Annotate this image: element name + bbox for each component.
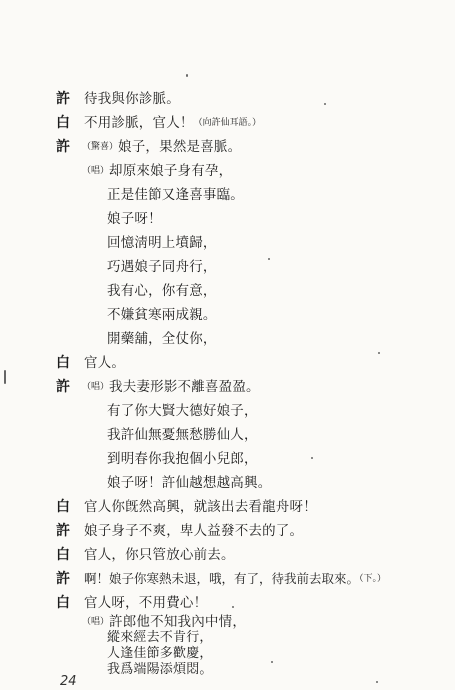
speaker-label: 許 [56,571,70,587]
scan-speck [4,370,6,384]
dialogue-line: 官人呀，不用費心！ [84,595,208,611]
speaker-label: 白 [56,115,70,131]
dialogue-row [84,571,386,587]
scan-speck [376,681,378,683]
speaker-label: 白 [56,547,70,563]
verse-line: 我爲端陽添煩悶。 [107,662,213,677]
verse-line: 有了你大賢大德好娘子， [107,403,258,419]
verse-line: 巧遇娘子同舟行， [107,259,217,275]
dialogue-row [82,614,246,630]
dialogue-line: 官人。 [84,355,126,371]
speaker-label: 許 [56,139,70,155]
dialogue-line: 官人，你只管放心前去。 [84,547,235,563]
stage-direction: （唱） [82,617,110,627]
stage-direction: （下。） [359,574,387,584]
page-number: 24 [60,674,77,689]
stage-direction: （唱） [82,382,110,392]
speaker-label: 許 [56,91,70,107]
dialogue-row [82,379,260,395]
scan-speck [232,606,234,608]
dialogue-line: 娘子身子不爽，卑人益發不去的了。 [84,523,304,539]
dialogue-line: 待我與你診脈。 [84,91,180,107]
dialogue-line: 却原來娘子身有孕， [109,163,233,179]
speaker-label: 許 [56,523,70,539]
dialogue-line: 娘子，果然是喜脈。 [118,139,242,155]
scan-speck [311,457,313,459]
verse-line: 娘子呀！ [107,211,162,227]
verse-line: 正是佳節又逢喜事臨。 [107,187,244,203]
dialogue-row [82,139,241,155]
scan-speck [324,103,326,105]
speaker-label: 許 [56,379,70,395]
stage-direction: （唱） [82,166,110,176]
dialogue-line: 官人你旣然高興，就該出去看龍舟呀！ [84,499,317,515]
dialogue-row [84,115,261,131]
dialogue-line: 許郎他不知我內中情， [109,614,247,630]
scan-speck [268,258,270,260]
verse-line: 縱來經去不肯行， [107,630,213,645]
verse-line: 回憶淸明上墳歸， [107,235,217,251]
verse-line: 娘子呀！許仙越想越高興。 [107,475,272,491]
verse-line: 到明春你我抱個小兒郎， [107,451,258,467]
scan-speck [186,74,188,77]
scan-speck [271,661,273,663]
verse-line: 不嫌貧寒兩成親。 [107,307,217,323]
verse-line: 我許仙無憂無愁勝仙人， [107,427,258,443]
scan-speck [378,352,380,354]
dialogue-line: 我夫妻形影不離喜盈盈。 [109,379,260,395]
stage-direction: （向許仙耳語。） [193,118,262,128]
dialogue-line: 啊！娘子你寒熱未退，哦，有了，待我前去取來。 [84,571,360,586]
speaker-label: 白 [56,355,70,371]
speaker-label: 白 [56,499,70,515]
dialogue-row [82,163,232,179]
verse-line: 開藥舖，全仗你， [107,331,217,347]
dialogue-line: 不用診脈，官人！ [84,115,194,131]
stage-direction: （驚喜） [82,142,119,152]
verse-line: 我有心，你有意， [107,283,217,299]
verse-line: 人逢佳節多歡慶， [107,646,213,661]
speaker-label: 白 [56,595,70,611]
